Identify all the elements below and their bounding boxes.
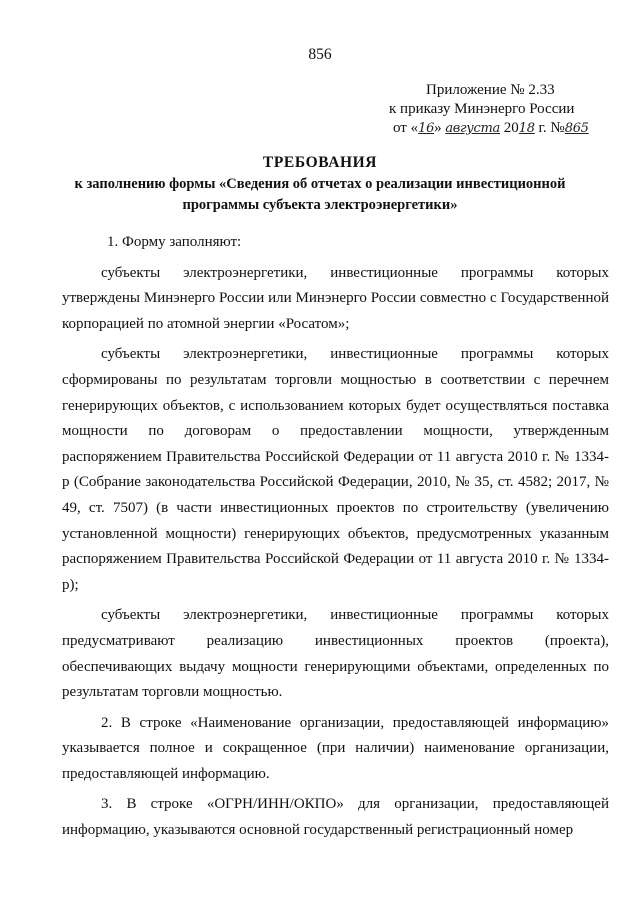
paragraph: субъекты электроэнергетики, инвестиционные программы которых сформированы по результатам торговли мощностью в соответствии с перечнем генерирующих объектов, с использованием которых будет осуществляться поставка мощности по договорам о предоставлении мощности, утвержденным распоряжением Правительства Российской Федерации от 11 августа 2010 г. № 1334-р (Собрание законодательства Российской Федерации, 2010, № 35, ст. 4582; 2017, № 49, ст. 7507) (в части инвестиционных проектов по строительству (увеличению установленной мощности) генерирующих объектов, предусмотренных указанным распоряжением Правительства Российской Федерации от 11 августа 2010 г. № 1334-р); (62, 346, 609, 593)
paragraph: субъекты электроэнергетики, инвестиционные программы которых предусматривают реализацию инвестиционных проектов (проекта), обеспечивающих выдачу мощности генерирующими объектами, определенных по результатам торговли мощностью. (62, 607, 609, 701)
date-sep1: » (434, 120, 446, 136)
annex-title: Приложение № 2.33 (426, 82, 555, 98)
handwritten-day: 16 (418, 121, 435, 136)
date-sep2: 20 (500, 120, 519, 136)
handwritten-year: 18 (518, 121, 535, 136)
paragraph: 3. В строке «ОГРН/ИНН/ОКПО» для организации, предоставляющей информацию, указываются основной государственный регистрационный номер (62, 796, 609, 839)
document-subtitle: к заполнению формы «Сведения об отчетах о реализации инвестиционной программы субъекта электроэнергетики» (74, 176, 566, 213)
paragraph: 1. Форму заполняют: (107, 234, 242, 250)
annex-order-date (376, 119, 616, 138)
date-prefix: от « (393, 120, 419, 136)
paragraph: 2. В строке «Наименование организации, предоставляющей информацию» указывается полное и сокращенное (при наличии) наименование организации, предоставляющей информацию. (62, 714, 609, 782)
date-sep3: г. № (534, 120, 565, 136)
handwritten-number: 865 (564, 121, 589, 136)
document-body (62, 230, 609, 849)
annex-order-ref: к приказу Минэнерго России (389, 101, 575, 117)
paragraph: субъекты электроэнергетики, инвестиционные программы которых утверждены Минэнерго России или Минэнерго России совместно с Государственной корпорацией по атомной энергии «Росатом»; (62, 264, 609, 332)
document-title: ТРЕБОВАНИЯ (262, 154, 378, 171)
annex-header (376, 81, 616, 138)
handwritten-month: августа (445, 121, 500, 136)
page-number: 856 (308, 46, 332, 63)
